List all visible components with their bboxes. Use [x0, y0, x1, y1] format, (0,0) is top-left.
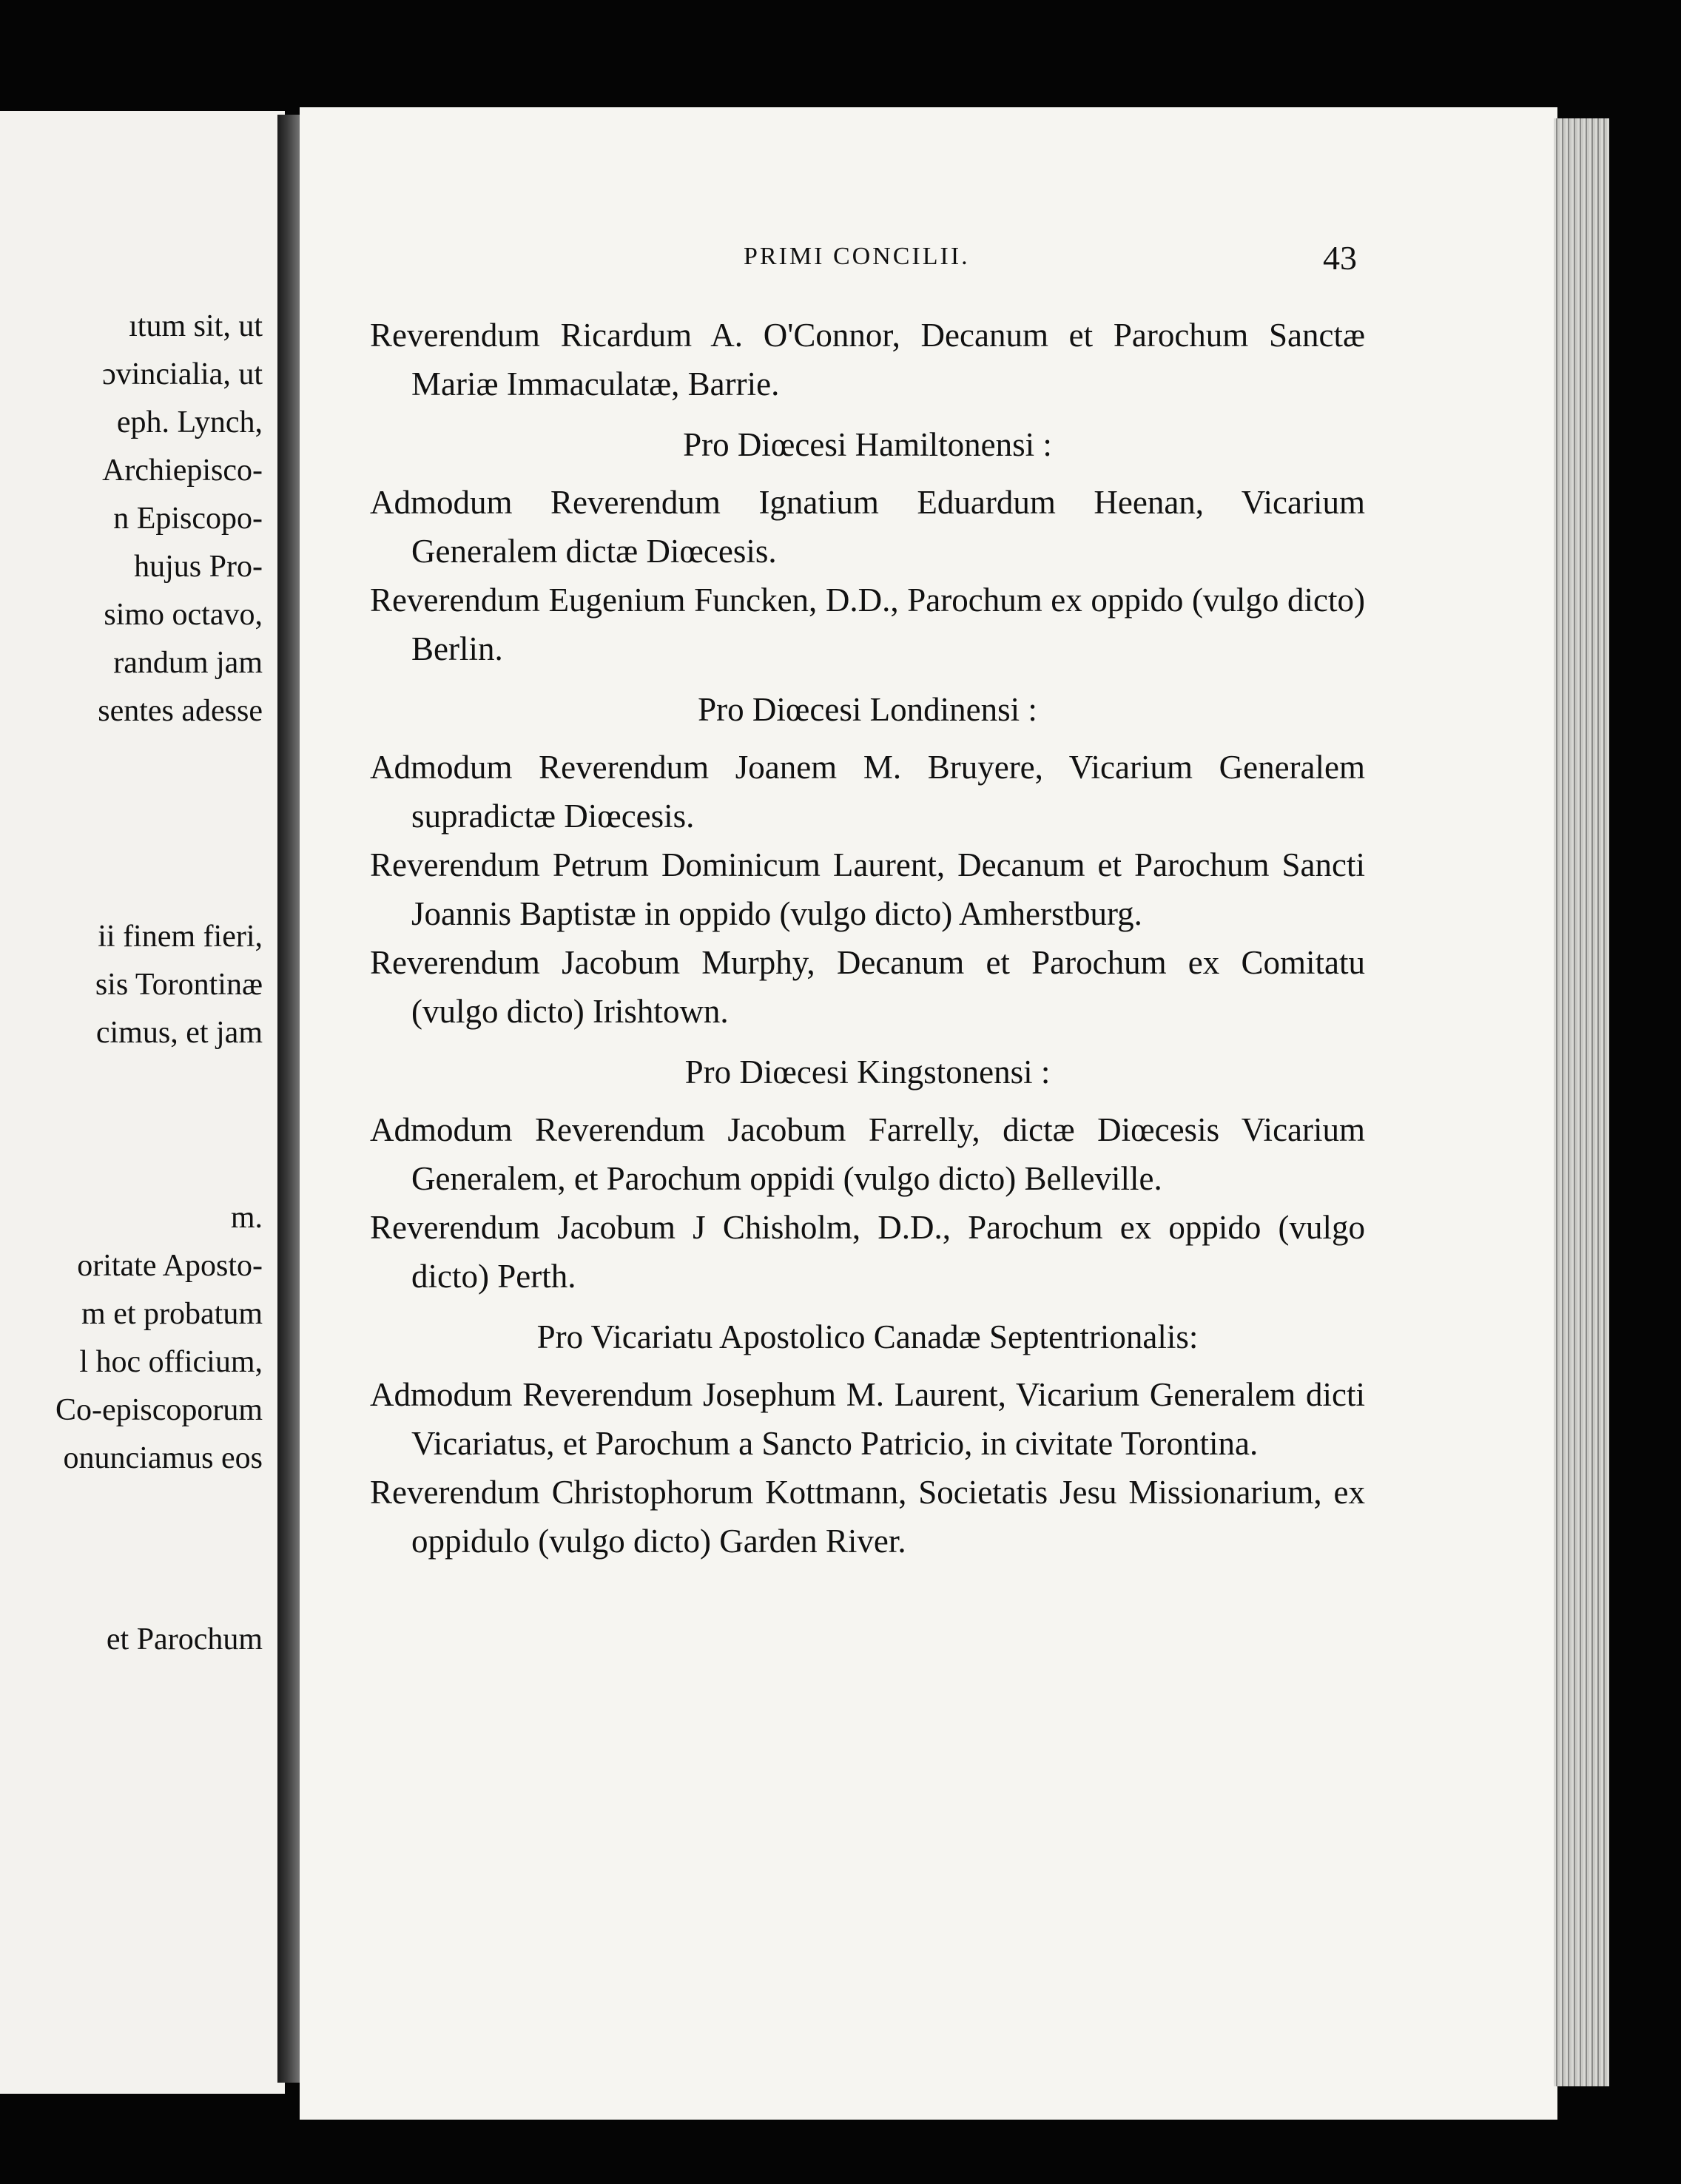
- left-page-line: m et probatum: [81, 1297, 263, 1331]
- list-entry: Reverendum Ricardum A. O'Connor, Decanum et Parochum Sanctæ Mariæ Immaculatæ, Barrie.: [370, 317, 1365, 402]
- section-heading: Pro Vicariatu Apostolico Canadæ Septentrionalis:: [536, 1318, 1199, 1355]
- left-page-line: cimus, et jam: [95, 1016, 263, 1050]
- left-page-line: ıtum sit, ut: [129, 309, 263, 343]
- left-page-line: ɔvincialia, ut: [102, 357, 263, 391]
- left-page-line: et Parochum: [106, 1622, 263, 1656]
- list-entry: Reverendum Jacobum Murphy, Decanum et Parochum ex Comitatu (vulgo dicto) Irishtown.: [370, 944, 1365, 1030]
- left-page-line: n Episcopo-: [113, 502, 263, 536]
- left-page-line: oritate Aposto-: [77, 1249, 263, 1283]
- left-page-line: hujus Pro-: [134, 550, 263, 584]
- left-page-line: Archiepisco-: [102, 454, 263, 488]
- left-page: [0, 111, 285, 2094]
- section-heading: Pro Diœcesi Londinensi :: [698, 691, 1037, 728]
- list-entry: Reverendum Christophorum Kottmann, Societatis Jesu Missionarium, ex oppidulo (vulgo dicto) Garden River.: [370, 1474, 1365, 1560]
- left-page-line: l hoc officium,: [79, 1345, 263, 1379]
- left-page-line: simo octavo,: [104, 598, 263, 632]
- list-entry: Reverendum Petrum Dominicum Laurent, Decanum et Parochum Sancti Joannis Baptistæ in oppido (vulgo dicto) Amherstburg.: [370, 846, 1365, 932]
- book-gutter: [277, 115, 301, 2083]
- page-number: 43: [1323, 239, 1357, 277]
- left-page-line: sentes adesse: [98, 694, 263, 728]
- left-page-line: Co-episcoporum: [55, 1393, 263, 1427]
- list-entry: Reverendum Jacobum J Chisholm, D.D., Parochum ex oppido (vulgo dicto) Perth.: [370, 1209, 1365, 1295]
- page-body: [370, 311, 1365, 1565]
- left-page-line: m.: [230, 1201, 263, 1235]
- list-entry: Reverendum Eugenium Funcken, D.D., Parochum ex oppido (vulgo dicto) Berlin.: [370, 582, 1365, 667]
- left-page-line: onunciamus eos: [63, 1441, 263, 1475]
- left-page-line: eph. Lynch,: [116, 405, 263, 439]
- list-entry: Admodum Reverendum Ignatium Eduardum Heenan, Vicarium Generalem dictæ Diœcesis.: [370, 484, 1365, 570]
- list-entry: Admodum Reverendum Jacobum Farrelly, dictæ Diœcesis Vicarium Generalem, et Parochum oppidi (vulgo dicto) Belleville.: [370, 1111, 1365, 1197]
- page-edges: [1554, 118, 1609, 2086]
- section-heading: Pro Diœcesi Hamiltonensi :: [683, 426, 1052, 463]
- left-page-line: sis Torontinæ: [95, 968, 263, 1002]
- section-heading: Pro Diœcesi Kingstonensi :: [684, 1054, 1051, 1091]
- list-entry: Admodum Reverendum Josephum M. Laurent, Vicarium Generalem dicti Vicariatus, et Parochum a Sancto Patricio, in civitate Torontina.: [370, 1376, 1365, 1462]
- running-head: PRIMI CONCILII.: [744, 243, 970, 270]
- list-entry: Admodum Reverendum Joanem M. Bruyere, Vicarium Generalem supradictæ Diœcesis.: [370, 749, 1365, 835]
- left-page-line: randum jam: [113, 646, 263, 680]
- left-page-line: ii finem fieri,: [98, 920, 263, 954]
